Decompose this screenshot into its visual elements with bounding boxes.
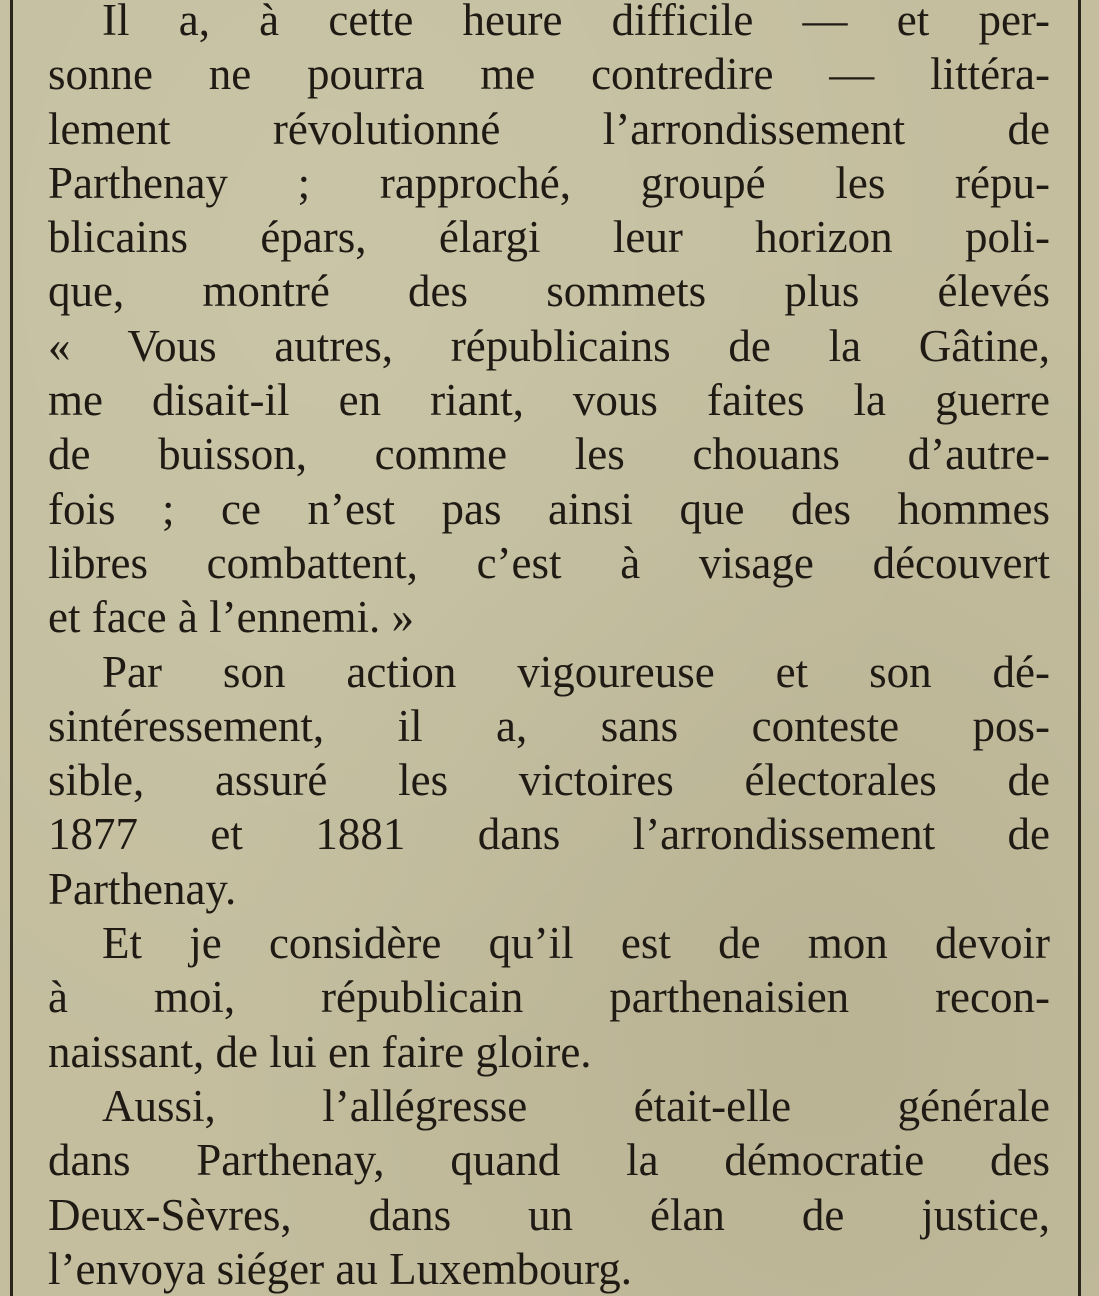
text-line: fois ; ce n’est pas ainsi que des hommes — [48, 483, 1050, 534]
text-line: dans Parthenay, quand la démocratie des — [48, 1135, 1050, 1186]
text-line: libres combattent, c’est à visage découvert — [48, 537, 1050, 588]
text-line: lement révolutionné l’arrondissement de — [48, 103, 1050, 154]
column-rule-right — [1078, 0, 1081, 1296]
text-line: blicains épars, élargi leur horizon poli- — [48, 212, 1050, 263]
paragraph-4 — [48, 1079, 1050, 1296]
text-line: Et je considère qu’il est de mon devoir — [102, 918, 1050, 969]
text-line: sible, assuré les victoires électorales de — [48, 755, 1050, 806]
text-line: « Vous autres, républicains de la Gâtine, — [48, 320, 1050, 371]
paragraph-1 — [48, 0, 1050, 645]
text-line: l’envoya siéger au Luxembourg. — [48, 1243, 632, 1294]
article-column — [48, 0, 1050, 1296]
text-line: Aussi, l’allégresse était-elle générale — [102, 1080, 1050, 1131]
text-line: sonne ne pourra me contredire — littéra- — [48, 49, 1050, 100]
text-line: et face à l’ennemi. » — [48, 592, 415, 643]
paragraph-2 — [48, 645, 1050, 916]
text-line: Par son action vigoureuse et son dé- — [102, 646, 1050, 697]
text-line: Parthenay ; rapproché, groupé les répu- — [48, 157, 1050, 208]
column-rule-left — [10, 0, 13, 1296]
text-line: Deux-Sèvres, dans un élan de justice, — [48, 1189, 1050, 1240]
text-line: à moi, républicain parthenaisien recon- — [48, 972, 1050, 1023]
text-line: 1877 et 1881 dans l’arrondissement de — [48, 809, 1050, 860]
text-line: de buisson, comme les chouans d’autre- — [48, 429, 1050, 480]
text-line: naissant, de lui en faire gloire. — [48, 1026, 592, 1077]
text-line: Il a, à cette heure difficile — et per- — [102, 0, 1050, 45]
text-line: me disait-il en riant, vous faites la guerre — [48, 375, 1050, 426]
text-line: sintéressement, il a, sans conteste pos- — [48, 700, 1050, 751]
text-line: que, montré des sommets plus élevés — [48, 266, 1050, 317]
text-line: Parthenay. — [48, 863, 237, 914]
paragraph-3 — [48, 916, 1050, 1079]
